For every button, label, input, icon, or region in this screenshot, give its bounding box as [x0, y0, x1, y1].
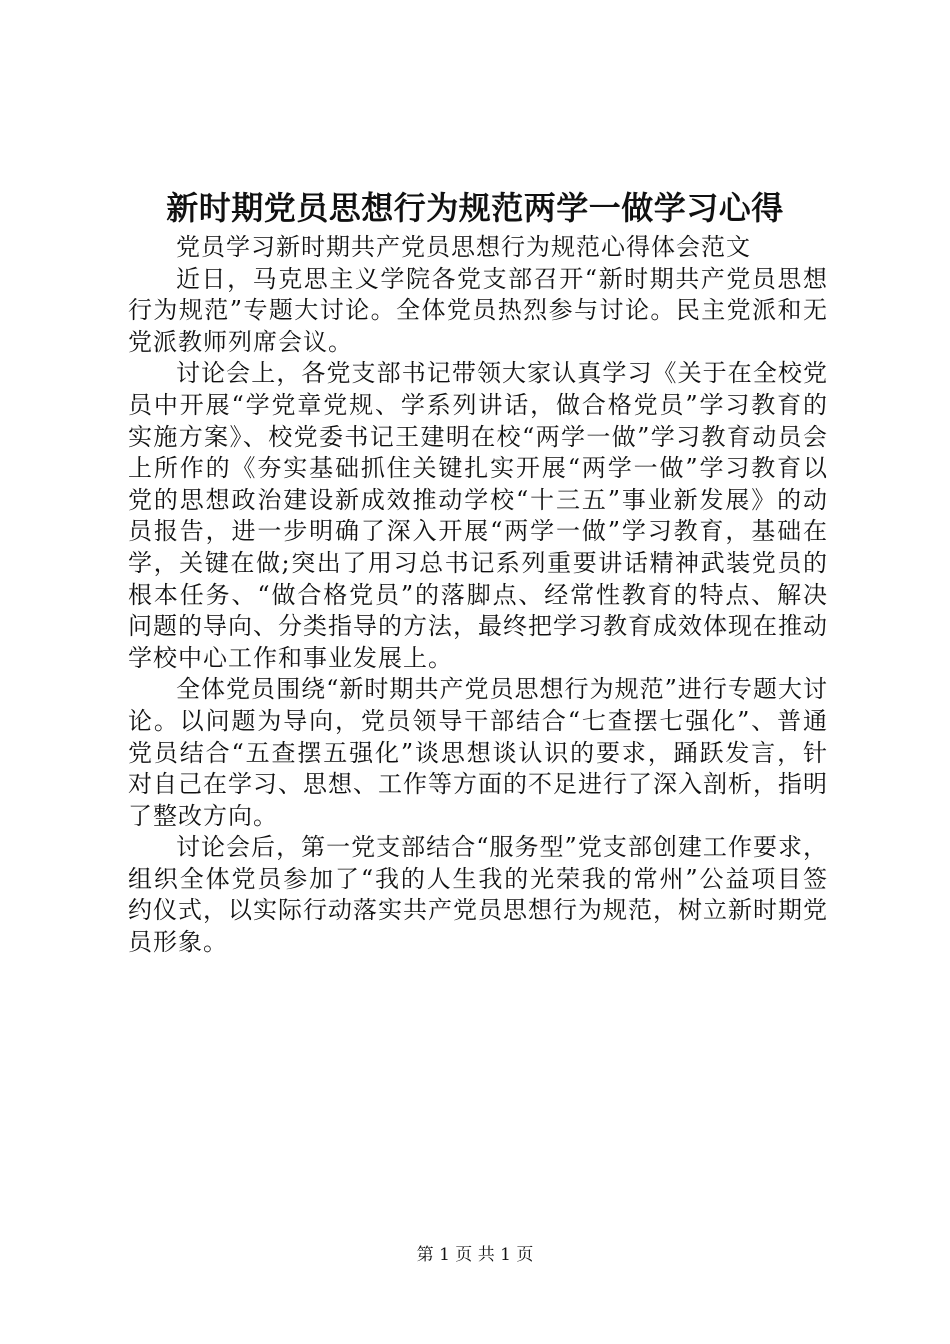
- paragraph: 近日，马克思主义学院各党支部召开“新时期共产党员思想行为规范”专题大讨论。全体党员热烈参与讨论。民主党派和无党派教师列席会议。: [128, 264, 828, 356]
- page-footer: 第 1 页 共 1 页: [416, 1245, 534, 1265]
- document-body: [128, 232, 828, 959]
- paragraph-subtitle: 党员学习新时期共产党员思想行为规范心得体会范文: [176, 233, 751, 261]
- document-title: 新时期党员思想行为规范两学一做学习心得: [166, 189, 784, 227]
- paragraph: 全体党员围绕“新时期共产党员思想行为规范”进行专题大讨论。以问题为导向，党员领导干部结合“七查摆七强化”、普通党员结合“五查摆五强化”谈思想谈认识的要求，踊跃发言，针对自己在学习、思想、工作等方面的不足进行了深入剖析，指明了整改方向。: [128, 675, 828, 830]
- paragraph: 讨论会上，各党支部书记带领大家认真学习《关于在全校党员中开展“学党章党规、学系列讲话，做合格党员”学习教育的实施方案》、校党委书记王建明在校“两学一做”学习教育动员会上所作的《夯实基础抓住关键扎实开展“两学一做”学习教育以党的思想政治建设新成效推动学校“十三五”事业新发展》的动员报告，进一步明确了深入开展“两学一做”学习教育，基础在学，关键在做;突出了用习总书记系列重要讲话精神武装党员的根本任务、“做合格党员”的落脚点、经常性教育的特点、解决问题的导向、分类指导的方法，最终把学习教育成效体现在推动学校中心工作和事业发展上。: [128, 359, 828, 672]
- paragraph: 讨论会后，第一党支部结合“服务型”党支部创建工作要求，组织全体党员参加了“我的人生我的光荣我的常州”公益项目签约仪式，以实际行动落实共产党员思想行为规范，树立新时期党员形象。: [128, 833, 828, 957]
